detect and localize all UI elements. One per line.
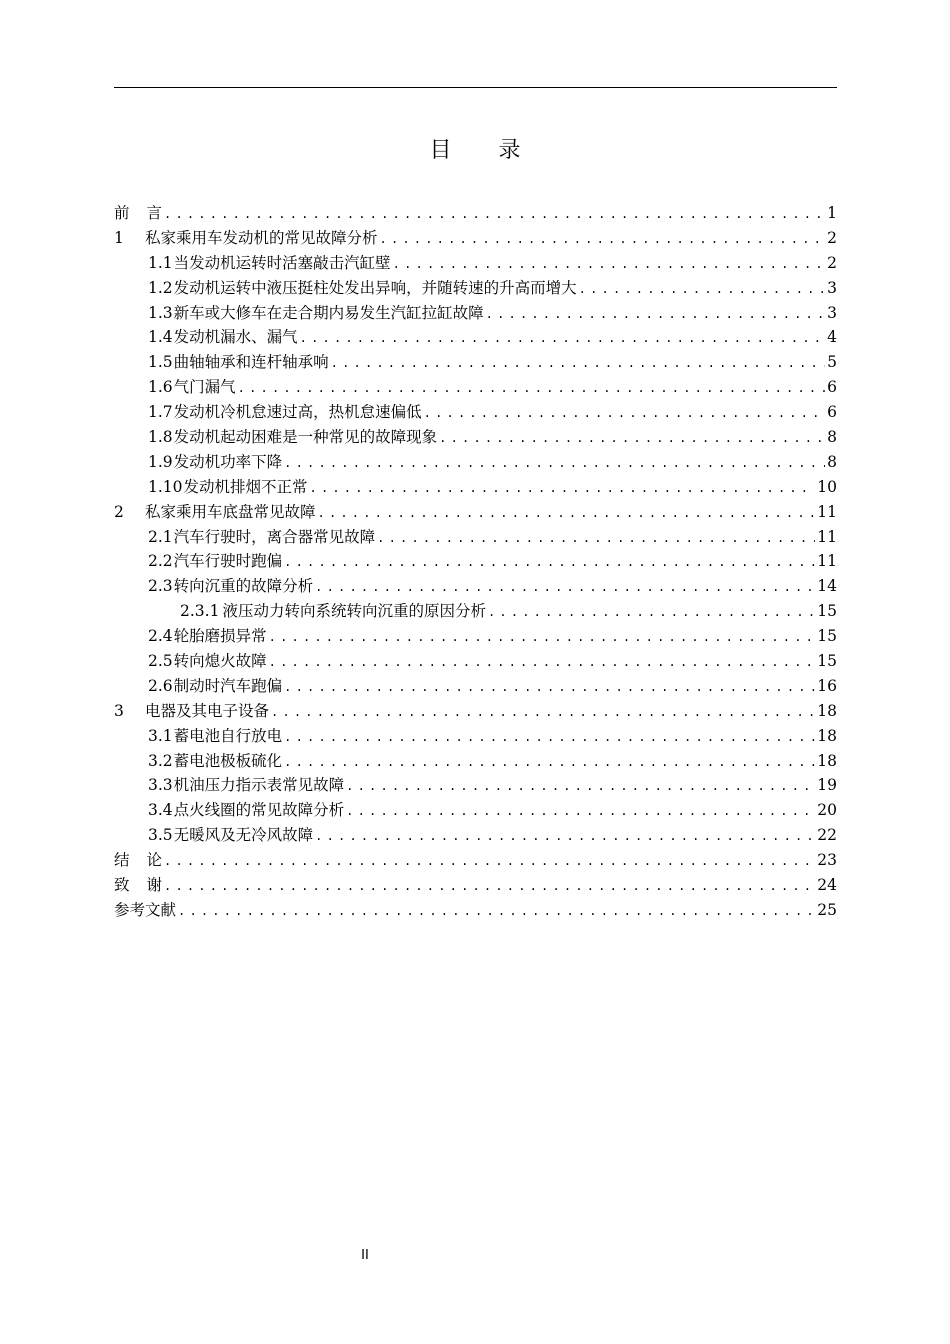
toc-entry[interactable] — [114, 749, 837, 774]
toc-entry-label: 无暖风及无冷风故障 — [173, 826, 314, 845]
toc-entry[interactable] — [114, 848, 837, 873]
toc-entry[interactable] — [114, 325, 837, 350]
toc-entry-number: 1.6 — [148, 378, 173, 397]
toc-entry-number: 2.1 — [148, 527, 173, 546]
toc-entry-page-number: 14 — [817, 577, 837, 596]
toc-entry-number: 3.4 — [148, 801, 173, 820]
toc-dot-leader — [284, 451, 825, 476]
toc-entry[interactable] — [114, 375, 837, 400]
toc-entry-label: 气门漏气 — [173, 378, 236, 397]
toc-entry-page-number: 16 — [817, 676, 837, 695]
toc-entry-label: 汽车行驶时，离合器常见故障 — [173, 527, 376, 546]
toc-entry-page-number: 2 — [827, 253, 837, 272]
footer-page-number: II — [361, 1248, 369, 1263]
toc-dot-leader — [269, 625, 816, 650]
toc-entry-page-number: 5 — [827, 353, 837, 372]
toc-dot-leader — [310, 476, 816, 501]
toc-entry-label: 点火线圈的常见故障分析 — [173, 801, 345, 820]
header-rule — [114, 87, 837, 88]
toc-entry-page-number: 6 — [827, 378, 837, 397]
toc-entry-number: 1.7 — [148, 403, 173, 422]
toc-dot-leader — [164, 202, 825, 227]
toc-entry-label: 致谢 — [114, 876, 163, 895]
toc-entry-page-number: 18 — [817, 701, 837, 720]
toc-entry-page-number: 10 — [817, 477, 837, 496]
toc-entry[interactable] — [114, 724, 837, 749]
toc-dot-leader — [315, 824, 815, 849]
toc-entry-number: 2.6 — [148, 676, 173, 695]
toc-entry-page-number: 23 — [817, 851, 837, 870]
toc-entry-label: 电器及其电子设备 — [145, 701, 270, 720]
toc-entry-label: 发动机起动困难是一种常见的故障现象 — [173, 428, 438, 447]
toc-entry-page-number: 8 — [827, 428, 837, 447]
toc-entry-page-number: 11 — [817, 552, 837, 571]
toc-entry[interactable] — [114, 798, 837, 823]
toc-entry[interactable] — [114, 525, 837, 550]
toc-entry[interactable] — [114, 898, 837, 923]
toc-entry-page-number: 15 — [817, 627, 837, 646]
toc-dot-leader — [486, 302, 825, 327]
toc-entry-page-number: 8 — [827, 452, 837, 471]
toc-entry-page-number: 11 — [817, 502, 837, 521]
toc-entry-number: 2.3 — [148, 577, 173, 596]
toc-entry-label: 当发动机运转时活塞敲击汽缸壁 — [173, 253, 391, 272]
toc-entry-number: 1.9 — [148, 452, 173, 471]
toc-dot-leader — [269, 650, 816, 675]
toc-entry-number: 2 — [114, 502, 124, 521]
toc-entry-label: 新车或大修车在走合期内易发生汽缸拉缸故障 — [173, 303, 484, 322]
toc-entry-number: 1 — [114, 228, 124, 247]
toc-entry-label: 参考文献 — [114, 900, 177, 919]
toc-entry-page-number: 20 — [817, 801, 837, 820]
toc-dot-leader — [284, 675, 815, 700]
toc-entry[interactable] — [114, 425, 837, 450]
toc-entry-number: 3.5 — [148, 826, 173, 845]
toc-entry[interactable] — [114, 674, 837, 699]
toc-entry-number: 1.5 — [148, 353, 173, 372]
toc-entry[interactable] — [114, 500, 837, 525]
toc-entry-label: 汽车行驶时跑偏 — [173, 552, 283, 571]
toc-dot-leader — [377, 526, 815, 551]
toc-entry[interactable] — [114, 276, 837, 301]
toc-entry-label: 蓄电池自行放电 — [173, 726, 283, 745]
toc-dot-leader — [178, 899, 815, 924]
toc-dot-leader — [164, 874, 815, 899]
toc-dot-leader — [284, 750, 815, 775]
toc-entry-label: 发动机运转中液压挺柱处发出异响，并随转速的升高而增大 — [173, 278, 577, 297]
toc-entry-page-number: 3 — [827, 303, 837, 322]
toc-dot-leader — [164, 849, 815, 874]
toc-entry-number: 3.1 — [148, 726, 173, 745]
toc-entry-page-number: 15 — [817, 602, 837, 621]
toc-entry-number: 1.10 — [148, 477, 183, 496]
toc-entry[interactable] — [114, 574, 837, 599]
toc-entry-number: 3.3 — [148, 776, 173, 795]
toc-entry-page-number: 24 — [817, 876, 837, 895]
toc-entry-label: 制动时汽车跑偏 — [173, 676, 283, 695]
toc-dot-leader — [238, 376, 825, 401]
toc-dot-leader — [424, 401, 825, 426]
page-title: 目 录 — [429, 138, 541, 163]
toc-entry[interactable] — [114, 549, 837, 574]
toc-entry[interactable] — [114, 226, 837, 251]
toc-entry[interactable] — [114, 301, 837, 326]
toc-dot-leader — [284, 550, 815, 575]
toc-entry-label: 蓄电池极板硫化 — [173, 751, 283, 770]
toc-entry-number: 1.1 — [148, 253, 173, 272]
toc-dot-leader — [331, 351, 825, 376]
toc-entry-label: 私家乘用车发动机的常见故障分析 — [145, 228, 378, 247]
toc-dot-leader — [271, 700, 815, 725]
toc-entry[interactable] — [114, 251, 837, 276]
toc-dot-leader — [284, 725, 815, 750]
toc-entry-page-number: 18 — [817, 726, 837, 745]
toc-entry-label: 私家乘用车底盘常见故障 — [145, 502, 316, 521]
toc-entry-label: 前言 — [114, 204, 163, 222]
toc-entry[interactable] — [114, 649, 837, 674]
toc-entry-page-number: 19 — [817, 776, 837, 795]
toc-entry[interactable] — [114, 450, 837, 475]
toc-entry[interactable] — [114, 823, 837, 848]
toc-entry-number: 1.8 — [148, 428, 173, 447]
toc-entry-number: 1.4 — [148, 328, 173, 347]
toc-entry-page-number: 1 — [827, 204, 837, 222]
toc-dot-leader — [393, 252, 825, 277]
toc-dot-leader — [315, 575, 815, 600]
toc-entry-page-number: 25 — [817, 900, 837, 919]
toc-dot-leader — [488, 600, 815, 625]
toc-entry[interactable] — [114, 773, 837, 798]
toc-entry[interactable] — [114, 699, 837, 724]
table-of-contents — [114, 201, 837, 923]
toc-dot-leader — [439, 426, 825, 451]
toc-entry-page-number: 3 — [827, 278, 837, 297]
toc-dot-leader — [579, 277, 825, 302]
toc-entry-page-number: 18 — [817, 751, 837, 770]
toc-dot-leader — [346, 799, 815, 824]
toc-entry[interactable] — [114, 624, 837, 649]
toc-entry[interactable] — [114, 599, 837, 624]
toc-entry[interactable] — [114, 350, 837, 375]
toc-entry-label: 轮胎磨损异常 — [173, 627, 267, 646]
toc-entry-page-number: 4 — [827, 328, 837, 347]
toc-entry-number: 2.2 — [148, 552, 173, 571]
toc-entry-number: 3.2 — [148, 751, 173, 770]
toc-entry-label: 液压动力转向系统转向沉重的原因分析 — [222, 602, 486, 621]
toc-entry[interactable] — [114, 201, 837, 226]
toc-entry-page-number: 11 — [817, 527, 837, 546]
toc-entry-label: 机油压力指示表常见故障 — [173, 776, 345, 795]
toc-entry-number: 1.3 — [148, 303, 173, 322]
toc-entry-label: 转向沉重的故障分析 — [173, 577, 314, 596]
toc-entry-number: 2.5 — [148, 652, 173, 671]
toc-entry-label: 发动机冷机怠速过高，热机怠速偏低 — [173, 403, 422, 422]
toc-entry[interactable] — [114, 475, 837, 500]
toc-entry[interactable] — [114, 400, 837, 425]
toc-entry-number: 1.2 — [148, 278, 173, 297]
toc-entry-number: 2.3.1 — [180, 602, 220, 621]
toc-entry-page-number: 2 — [827, 228, 837, 247]
toc-entry-label: 结论 — [114, 851, 163, 870]
toc-entry-label: 发动机排烟不正常 — [183, 477, 308, 496]
toc-dot-leader — [300, 326, 825, 351]
toc-entry-page-number: 22 — [817, 826, 837, 845]
toc-entry-page-number: 15 — [817, 652, 837, 671]
toc-entry-label: 转向熄火故障 — [173, 652, 267, 671]
toc-entry-page-number: 6 — [827, 403, 837, 422]
toc-entry-label: 发动机功率下降 — [173, 452, 283, 471]
toc-entry[interactable] — [114, 873, 837, 898]
toc-dot-leader — [318, 501, 816, 526]
toc-entry-number: 3 — [114, 701, 124, 720]
toc-dot-leader — [380, 227, 826, 252]
toc-entry-label: 曲轴轴承和连杆轴承响 — [173, 353, 329, 372]
toc-entry-label: 发动机漏水、漏气 — [173, 328, 298, 347]
toc-dot-leader — [346, 774, 815, 799]
toc-entry-number: 2.4 — [148, 627, 173, 646]
